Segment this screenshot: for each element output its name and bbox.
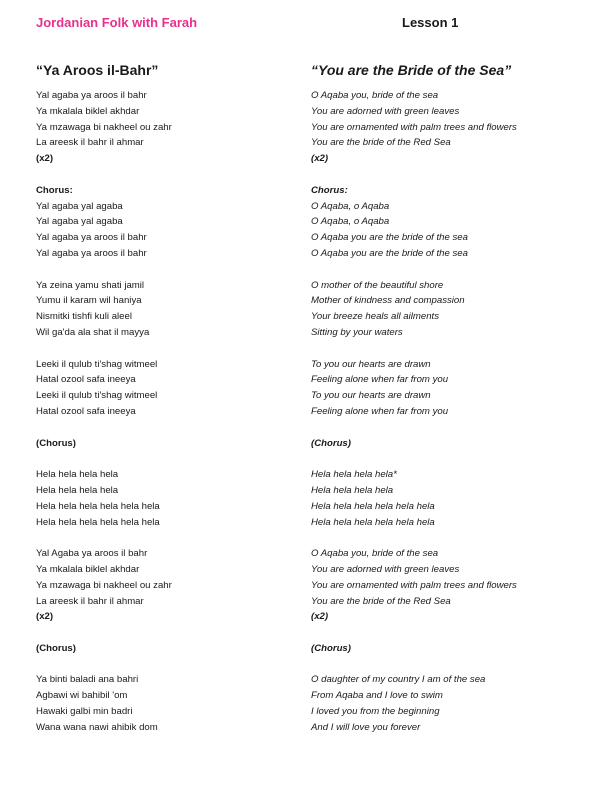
lyric-line: Ya mzawaga bi nakheel ou zahr bbox=[36, 579, 172, 591]
lyric-line: Hatal ozool safa ineeya bbox=[36, 405, 136, 417]
translation-line: O Aqaba you, bride of the sea bbox=[311, 90, 439, 101]
lyrics-column bbox=[36, 61, 316, 736]
lyric-line: Yal agaba ya aroos il bahr bbox=[36, 247, 147, 259]
lyric-line: Yal agaba ya aroos il bahr bbox=[36, 90, 147, 101]
lyric-line: Wil ga'da ala shat il mayya bbox=[36, 326, 150, 338]
translation-line: From Aqaba and I love to swim bbox=[311, 690, 443, 702]
translation-line: I loved you from the beginning bbox=[311, 706, 440, 718]
translation-line: (x2) bbox=[311, 153, 329, 165]
translation-line: Hela hela hela hela hela hela bbox=[311, 516, 435, 528]
lyric-line: La areesk il bahr il ahmar bbox=[36, 595, 144, 607]
course-title: Jordanian Folk with Farah bbox=[36, 15, 198, 30]
lyric-line: (Chorus) bbox=[36, 642, 76, 654]
translation-line: (x2) bbox=[311, 611, 329, 623]
lyric-line: Wana wana nawi ahibik dom bbox=[36, 721, 158, 733]
translation-line: And I will love you forever bbox=[311, 721, 421, 733]
translation-line: O Aqaba, o Aqaba bbox=[311, 200, 390, 212]
translation-line: You are adorned with green leaves bbox=[311, 563, 460, 575]
blank-line bbox=[36, 341, 316, 357]
translation-line: You are ornamented with palm trees and flowers bbox=[311, 121, 517, 133]
lyric-line: (x2) bbox=[36, 611, 54, 623]
translation-line: Hela hela hela hela* bbox=[311, 469, 397, 481]
lyric-line: Agbawi wi bahibil 'om bbox=[36, 690, 128, 702]
translation-line: Mother of kindness and compassion bbox=[311, 295, 465, 307]
translation-line: You are adorned with green leaves bbox=[311, 105, 460, 117]
translation-line: Feeling alone when far from you bbox=[311, 405, 449, 417]
lyric-line: Leeki il qulub ti'shag witmeel bbox=[36, 390, 158, 402]
lyric-line: Yal Agaba ya aroos il bahr bbox=[36, 548, 148, 560]
lyric-line: Ya binti baladi ana bahri bbox=[36, 674, 139, 686]
lyric-line: Hatal ozool safa ineeya bbox=[36, 374, 136, 386]
blank-line bbox=[311, 262, 601, 278]
translation-line: O daughter of my country I am of the sea bbox=[311, 674, 486, 686]
lyric-line: Nismitki tishfi kuli aleel bbox=[36, 311, 132, 323]
blank-line bbox=[311, 420, 601, 436]
lyric-line: Hawaki galbi min badri bbox=[36, 706, 133, 718]
blank-line bbox=[36, 420, 316, 436]
lyric-line: Ya zeina yamu shati jamil bbox=[36, 279, 145, 291]
blank-line bbox=[311, 167, 601, 183]
lyric-line: Ya mzawaga bi nakheel ou zahr bbox=[36, 121, 172, 133]
lyric-line: (x2) bbox=[36, 153, 54, 165]
translation-column bbox=[311, 61, 601, 736]
translation-line: You are the bride of the Red Sea bbox=[311, 137, 451, 149]
blank-line bbox=[311, 657, 601, 673]
blank-line bbox=[311, 530, 601, 546]
translation-line: Chorus: bbox=[311, 184, 348, 196]
translation-line: You are ornamented with palm trees and flowers bbox=[311, 579, 517, 591]
lyric-line: Hela hela hela hela hela hela bbox=[36, 500, 160, 512]
blank-line bbox=[36, 167, 316, 183]
lyric-line: Yal agaba ya aroos il bahr bbox=[36, 232, 147, 244]
blank-line bbox=[36, 451, 316, 467]
translation-title: “You are the Bride of the Sea” bbox=[311, 62, 512, 78]
translation-line: Sitting by your waters bbox=[311, 326, 403, 338]
translation-line: O Aqaba you are the bride of the sea bbox=[311, 232, 468, 244]
lyric-line: Yal agaba yal agaba bbox=[36, 216, 123, 228]
lyric-line: Chorus: bbox=[36, 184, 73, 196]
translation-line: Your breeze heals all ailments bbox=[311, 311, 439, 323]
blank-line bbox=[36, 657, 316, 673]
blank-line bbox=[36, 530, 316, 546]
blank-line bbox=[36, 262, 316, 278]
lyric-line: Ya mkalala biklel akhdar bbox=[36, 563, 140, 575]
translation-line: O Aqaba you are the bride of the sea bbox=[311, 247, 468, 259]
translation-line: To you our hearts are drawn bbox=[311, 358, 431, 370]
translation-line: You are the bride of the Red Sea bbox=[311, 595, 451, 607]
lyric-line: Ya mkalala biklel akhdar bbox=[36, 105, 140, 117]
translation-line: O Aqaba, o Aqaba bbox=[311, 216, 390, 228]
lyric-line: Yumu il karam wil haniya bbox=[36, 295, 142, 307]
translation-line: Hela hela hela hela hela hela bbox=[311, 500, 435, 512]
translation-line: O Aqaba you, bride of the sea bbox=[311, 548, 439, 560]
translation-line: O mother of the beautiful shore bbox=[311, 279, 444, 291]
song-title: “Ya Aroos il-Bahr” bbox=[36, 62, 159, 78]
blank-line bbox=[36, 625, 316, 641]
translation-lines bbox=[311, 88, 601, 736]
lyric-line: (Chorus) bbox=[36, 437, 76, 449]
translation-line: (Chorus) bbox=[311, 642, 351, 654]
translation-line: Hela hela hela hela bbox=[311, 484, 394, 496]
lyric-line: Hela hela hela hela bbox=[36, 469, 119, 481]
lyric-line: Hela hela hela hela hela hela bbox=[36, 516, 160, 528]
translation-line: (Chorus) bbox=[311, 437, 351, 449]
blank-line bbox=[311, 451, 601, 467]
blank-line bbox=[311, 625, 601, 641]
lyric-line: Hela hela hela hela bbox=[36, 484, 119, 496]
translation-line: Feeling alone when far from you bbox=[311, 374, 449, 386]
lyric-line: Yal agaba yal agaba bbox=[36, 200, 123, 212]
lesson-label: Lesson 1 bbox=[402, 15, 459, 30]
lyric-line: Leeki il qulub ti'shag witmeel bbox=[36, 358, 158, 370]
blank-line bbox=[311, 341, 601, 357]
translation-line: To you our hearts are drawn bbox=[311, 390, 431, 402]
lyrics-lines bbox=[36, 88, 316, 736]
lyric-line: La areesk il bahr il ahmar bbox=[36, 137, 144, 149]
